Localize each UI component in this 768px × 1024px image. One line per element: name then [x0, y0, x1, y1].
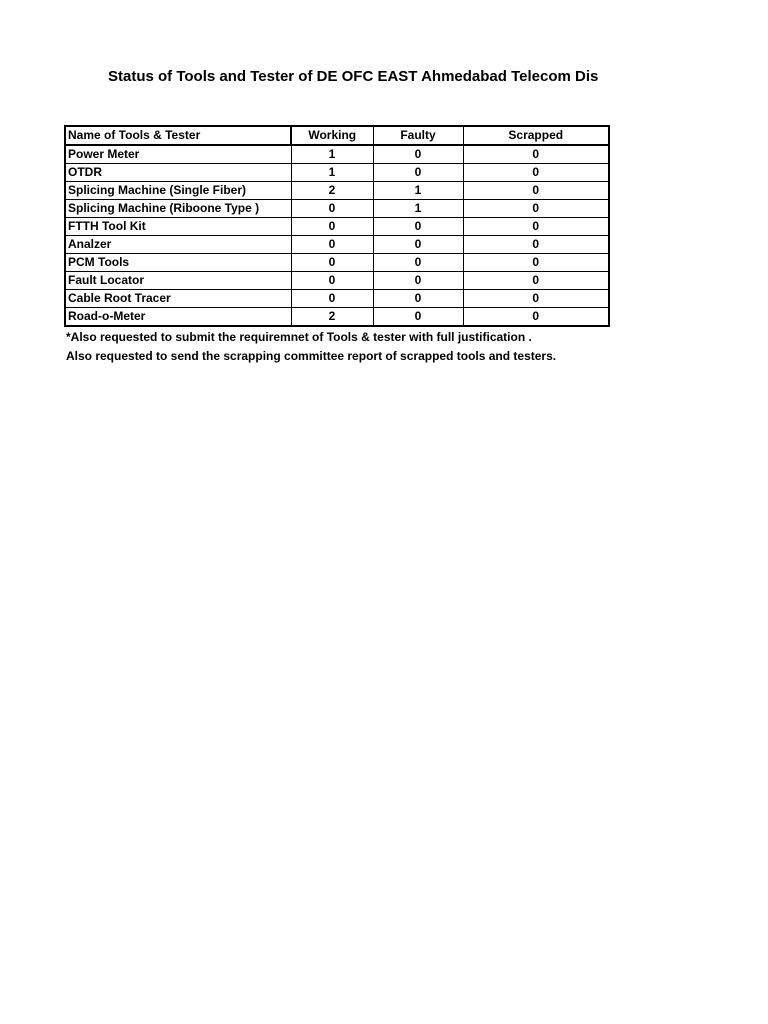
faulty-count: 0 [373, 290, 463, 308]
table-header-row [65, 126, 609, 145]
scrapped-count: 0 [463, 200, 609, 218]
table-row [65, 200, 609, 218]
working-count: 1 [291, 145, 373, 164]
scrapped-count: 0 [463, 254, 609, 272]
notes-section [66, 328, 556, 366]
tool-name: Splicing Machine (Riboone Type ) [65, 200, 291, 218]
tools-status-table [64, 125, 610, 327]
tool-name: OTDR [65, 164, 291, 182]
header-name: Name of Tools & Tester [65, 126, 291, 145]
tool-name: Cable Root Tracer [65, 290, 291, 308]
faulty-count: 0 [373, 272, 463, 290]
working-count: 2 [291, 308, 373, 327]
scrapped-count: 0 [463, 290, 609, 308]
table-row [65, 218, 609, 236]
tool-name: Road-o-Meter [65, 308, 291, 327]
faulty-count: 0 [373, 254, 463, 272]
header-scrapped: Scrapped [463, 126, 609, 145]
table-row [65, 254, 609, 272]
working-count: 0 [291, 200, 373, 218]
working-count: 0 [291, 254, 373, 272]
tool-name: Analzer [65, 236, 291, 254]
working-count: 0 [291, 218, 373, 236]
table-row [65, 164, 609, 182]
header-working: Working [291, 126, 373, 145]
faulty-count: 0 [373, 164, 463, 182]
tool-name: FTTH Tool Kit [65, 218, 291, 236]
scrapped-count: 0 [463, 145, 609, 164]
table-row [65, 290, 609, 308]
working-count: 0 [291, 290, 373, 308]
note-requirement: *Also requested to submit the requiremnet of Tools & tester with full justification . [66, 330, 532, 344]
header-faulty: Faulty [373, 126, 463, 145]
faulty-count: 0 [373, 236, 463, 254]
faulty-count: 0 [373, 308, 463, 327]
table-row [65, 308, 609, 327]
table-row [65, 272, 609, 290]
document-title: Status of Tools and Tester of DE OFC EAST Ahmedabad Telecom Dis [108, 68, 599, 85]
tool-name: Splicing Machine (Single Fiber) [65, 182, 291, 200]
table-row [65, 145, 609, 164]
table-row [65, 182, 609, 200]
scrapped-count: 0 [463, 236, 609, 254]
working-count: 0 [291, 272, 373, 290]
faulty-count: 1 [373, 182, 463, 200]
working-count: 1 [291, 164, 373, 182]
faulty-count: 1 [373, 200, 463, 218]
tool-name: Power Meter [65, 145, 291, 164]
scrapped-count: 0 [463, 308, 609, 327]
faulty-count: 0 [373, 218, 463, 236]
table-row [65, 236, 609, 254]
scrapped-count: 0 [463, 272, 609, 290]
working-count: 0 [291, 236, 373, 254]
faulty-count: 0 [373, 145, 463, 164]
tool-name: PCM Tools [65, 254, 291, 272]
tool-name: Fault Locator [65, 272, 291, 290]
note-scrapping-report: Also requested to send the scrapping committee report of scrapped tools and testers. [66, 349, 557, 363]
scrapped-count: 0 [463, 218, 609, 236]
working-count: 2 [291, 182, 373, 200]
scrapped-count: 0 [463, 182, 609, 200]
scrapped-count: 0 [463, 164, 609, 182]
